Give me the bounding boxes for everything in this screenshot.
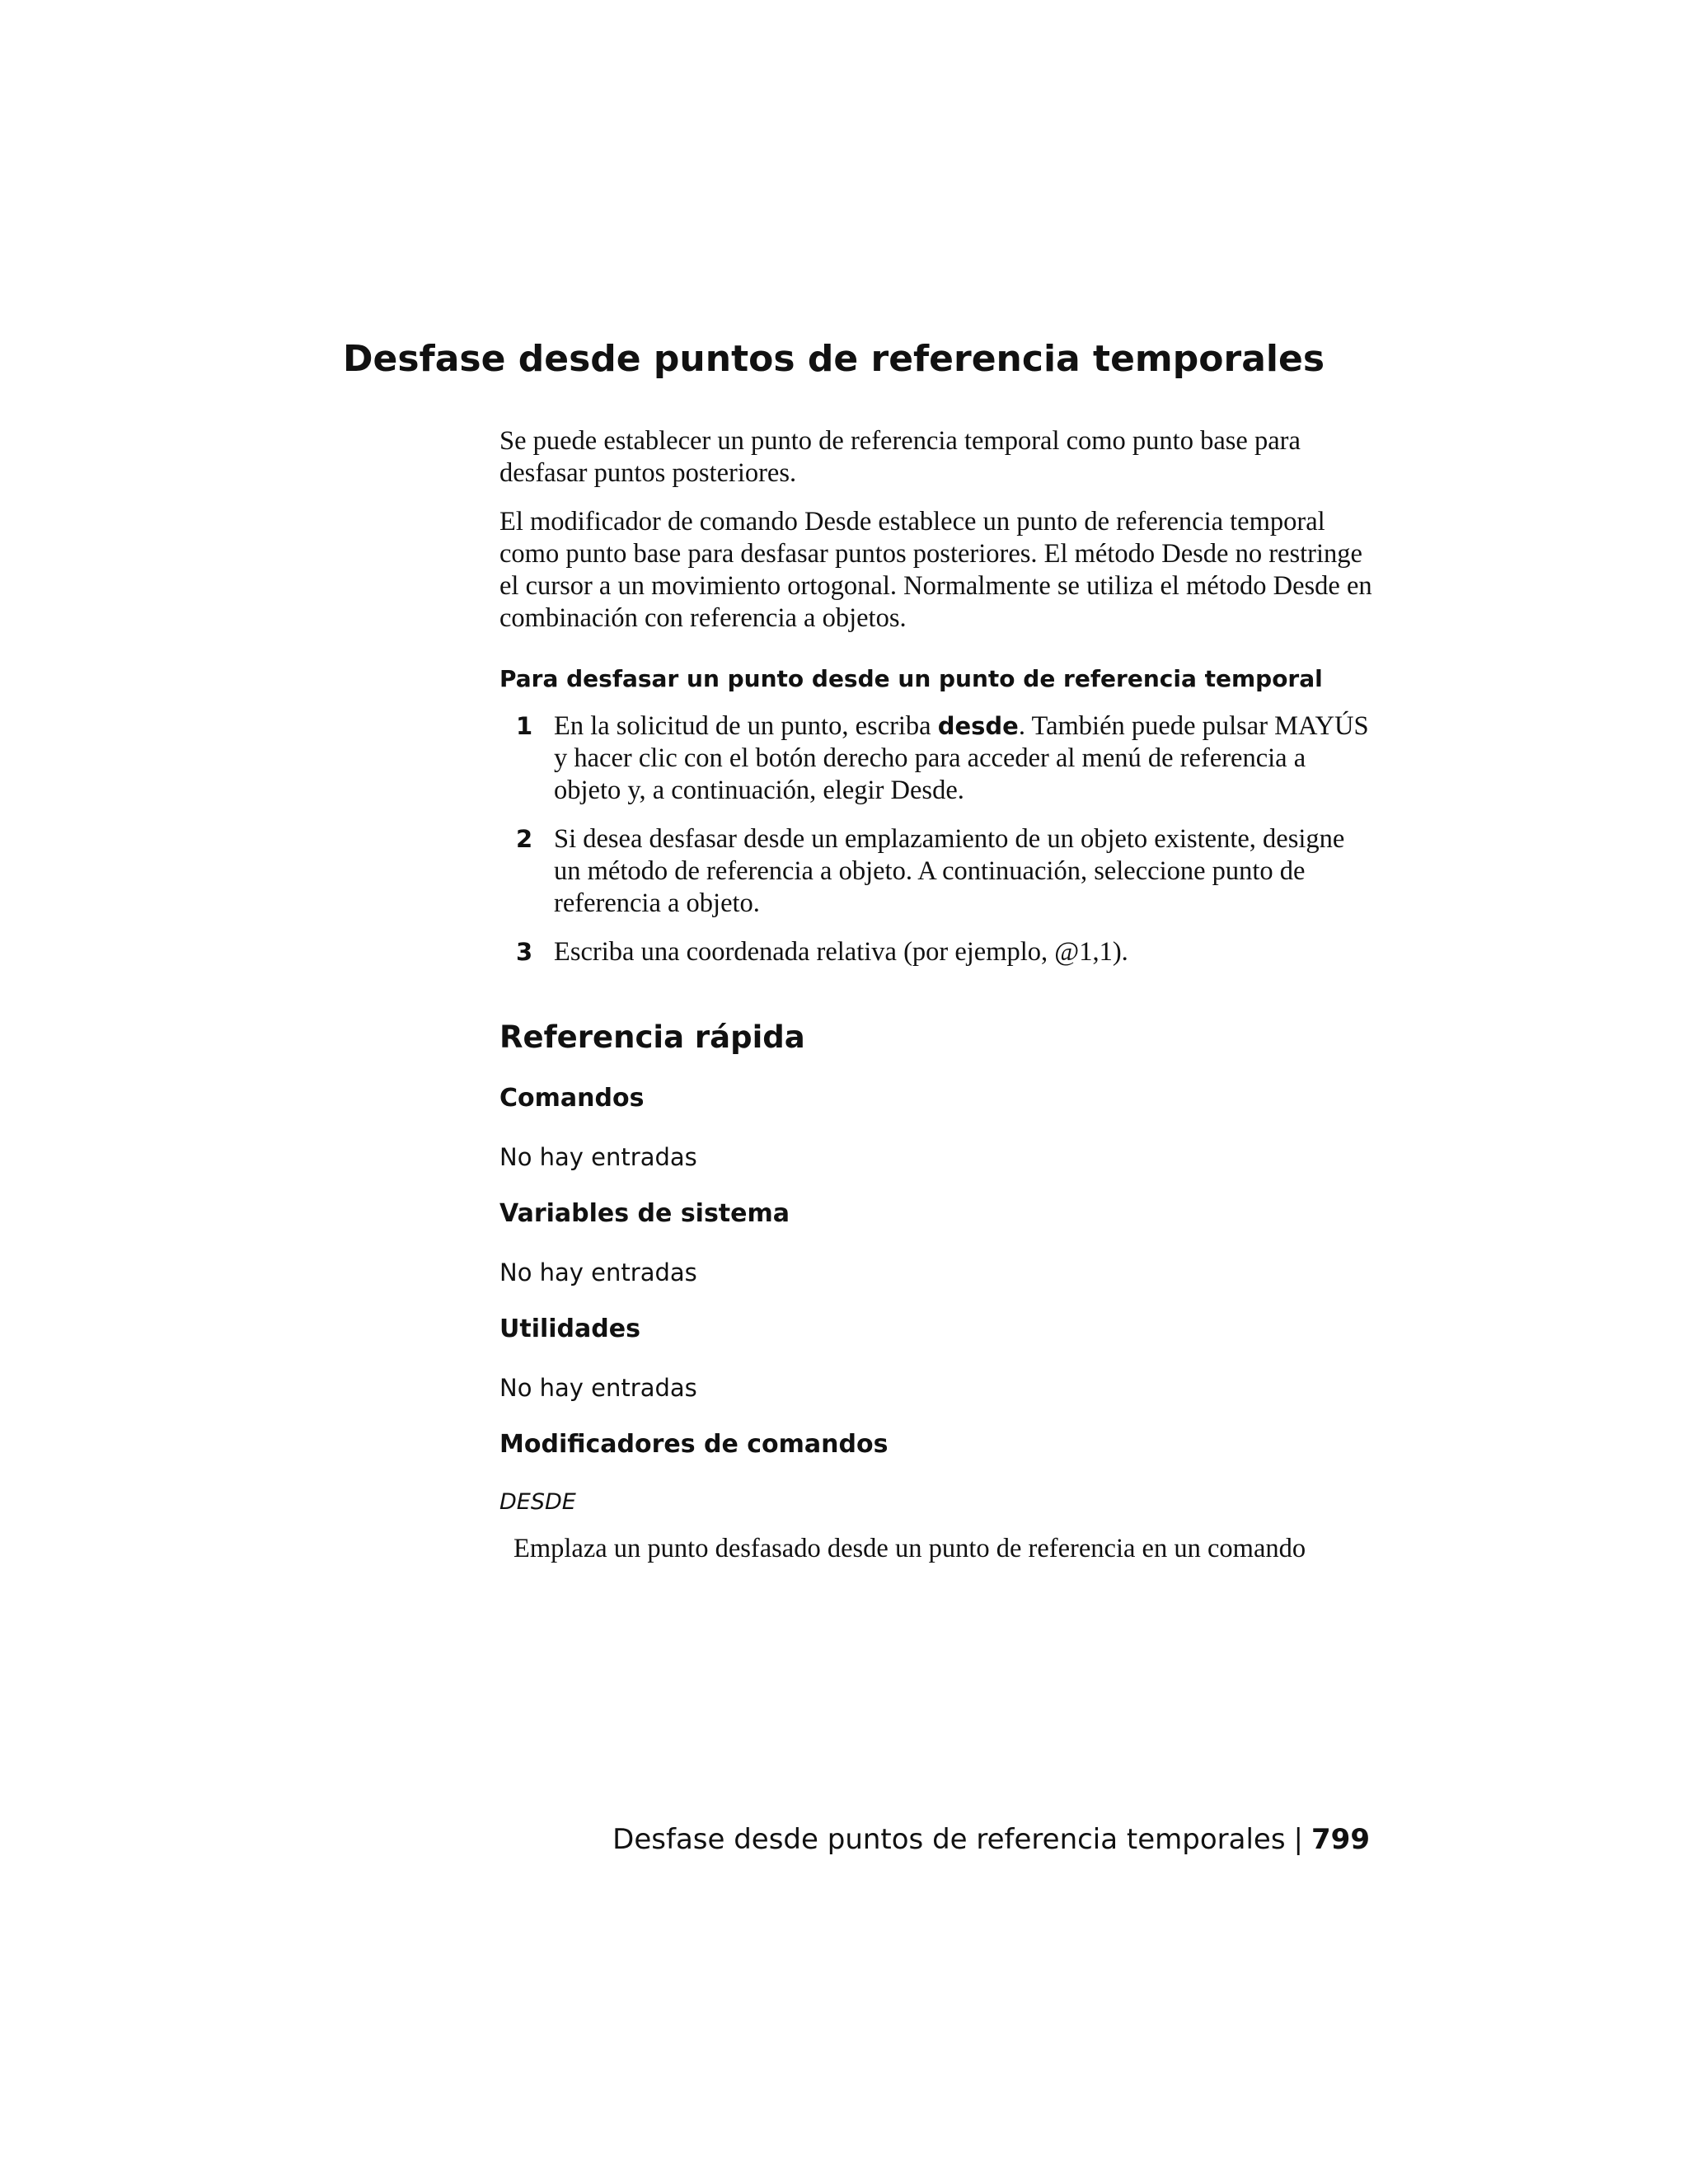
step-text: Si desea desfasar desde un emplazamiento de un objeto existente, designe un método de referencia a objeto. A continuación, seleccione punto de referencia a objeto. [554, 824, 1345, 918]
step-number: 3 [516, 938, 533, 966]
description-paragraph: El modificador de comando Desde establece un punto de referencia temporal como punto base para desfasar puntos posteriores. El método Desde no restringe el cursor a un movimiento ortogonal. Normalmente se utiliza el método Desde en combinación con referencia a objetos. [499, 507, 1372, 633]
step-1 [499, 710, 1373, 807]
intro-paragraph: Se puede establecer un punto de referencia temporal como punto base para desfasar puntos posteriores. [499, 426, 1301, 488]
step-text: Escriba una coordenada relativa (por ejemplo, @1,1). [554, 937, 1128, 967]
procedure-steps [499, 710, 1373, 968]
utilities-heading: Utilidades [499, 1315, 640, 1343]
footer-separator: | [1293, 1823, 1304, 1856]
footer-title: Desfase desde puntos de referencia temporales [612, 1823, 1286, 1856]
page-footer [612, 1821, 1370, 1858]
step-text-part: En la solicitud de un punto, escriba [554, 711, 938, 741]
utilities-entry: No hay entradas [499, 1374, 697, 1402]
page-title: Desfase desde puntos de referencia temporales [343, 338, 1325, 380]
command-keyword: desde [937, 712, 1019, 740]
step-3 [499, 936, 1373, 968]
command-modifiers-heading: Modificadores de comandos [499, 1430, 889, 1459]
system-variables-entry: No hay entradas [499, 1258, 697, 1286]
page-number: 799 [1311, 1823, 1370, 1856]
step-number: 2 [516, 825, 533, 853]
commands-heading: Comandos [499, 1084, 645, 1113]
step-number: 1 [516, 712, 533, 740]
commands-entry: No hay entradas [499, 1143, 697, 1171]
step-2 [499, 823, 1373, 920]
quick-reference-heading: Referencia rápida [499, 1019, 805, 1055]
system-variables-heading: Variables de sistema [499, 1199, 790, 1228]
modifier-description: Emplaza un punto desfasado desde un punto de referencia en un comando [513, 1534, 1306, 1563]
procedure-heading: Para desfasar un punto desde un punto de referencia temporal [499, 665, 1323, 692]
main-content [499, 425, 1373, 1565]
step-text [554, 711, 1369, 805]
modifier-name: DESDE [499, 1489, 576, 1515]
step-text-part: . También puede pulsar MAYÚS y hacer clic con el botón derecho para acceder al menú de referencia a objeto y, a continuación, elegir Desde. [554, 711, 1369, 805]
